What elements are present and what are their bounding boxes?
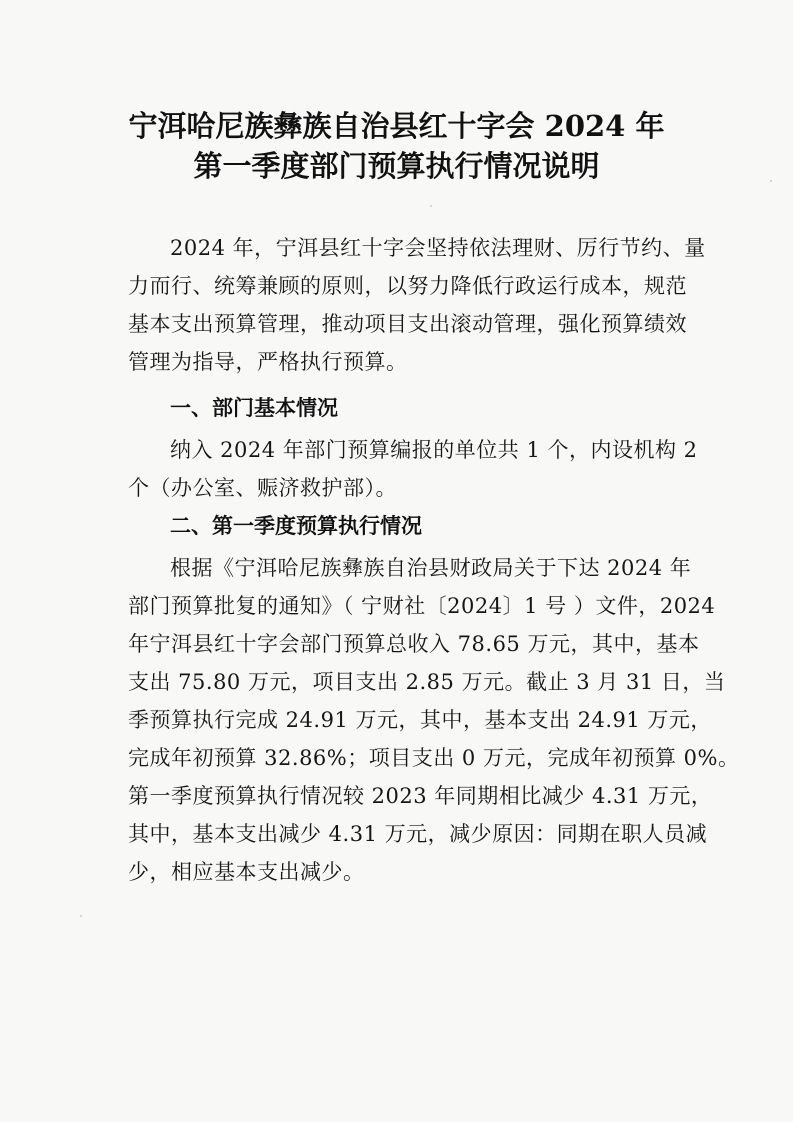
section2-line: 完成年初预算 32.86%；项目支出 0 万元，完成年初预算 0%。 xyxy=(128,746,740,770)
section2-line: 支出 75.80 万元，项目支出 2.85 万元。截止 3 月 31 日，当 xyxy=(128,670,726,694)
section2-line: 季预算执行完成 24.91 万元，其中，基本支出 24.91 万元， xyxy=(128,708,712,732)
section-heading-basic-info: 一、部门基本情况 xyxy=(170,396,338,420)
scan-speck xyxy=(80,915,82,917)
intro-line: 力而行、统筹兼顾的原则，以努力降低行政运行成本，规范 xyxy=(128,274,687,298)
document-title-line-2: 第一季度部门预算执行情况说明 xyxy=(193,149,600,183)
section2-line: 年宁洱县红十字会部门预算总收入 78.65 万元，其中，基本 xyxy=(128,632,700,656)
section2-line: 根据《宁洱哈尼族彝族自治县财政局关于下达 2024 年 xyxy=(170,556,692,580)
document-title-line-1: 宁洱哈尼族彝族自治县红十字会 2024 年 xyxy=(128,109,665,143)
section1-line: 个（办公室、赈济救护部）。 xyxy=(128,476,397,500)
scan-speck xyxy=(430,205,432,207)
intro-line: 基本支出预算管理，推动项目支出滚动管理，强化预算绩效 xyxy=(128,312,687,336)
section2-line: 第一季度预算执行情况较 2023 年同期相比减少 4.31 万元， xyxy=(128,784,713,808)
section-heading-budget-execution: 二、第一季度预算执行情况 xyxy=(170,514,422,538)
section2-line: 其中，基本支出减少 4.31 万元，减少原因：同期在职人员减 xyxy=(128,822,708,846)
intro-line: 管理为指导，严格执行预算。 xyxy=(128,350,408,374)
scan-speck xyxy=(770,180,772,182)
section2-line: 部门预算批复的通知》（ 宁财社〔2024〕1 号 ）文件，2024 xyxy=(128,594,716,618)
section1-line: 纳入 2024 年部门预算编报的单位共 1 个，内设机构 2 xyxy=(170,438,698,462)
intro-line: 2024 年，宁洱县红十字会坚持依法理财、厉行节约、量 xyxy=(170,236,706,260)
section2-line: 少，相应基本支出减少。 xyxy=(128,860,365,884)
